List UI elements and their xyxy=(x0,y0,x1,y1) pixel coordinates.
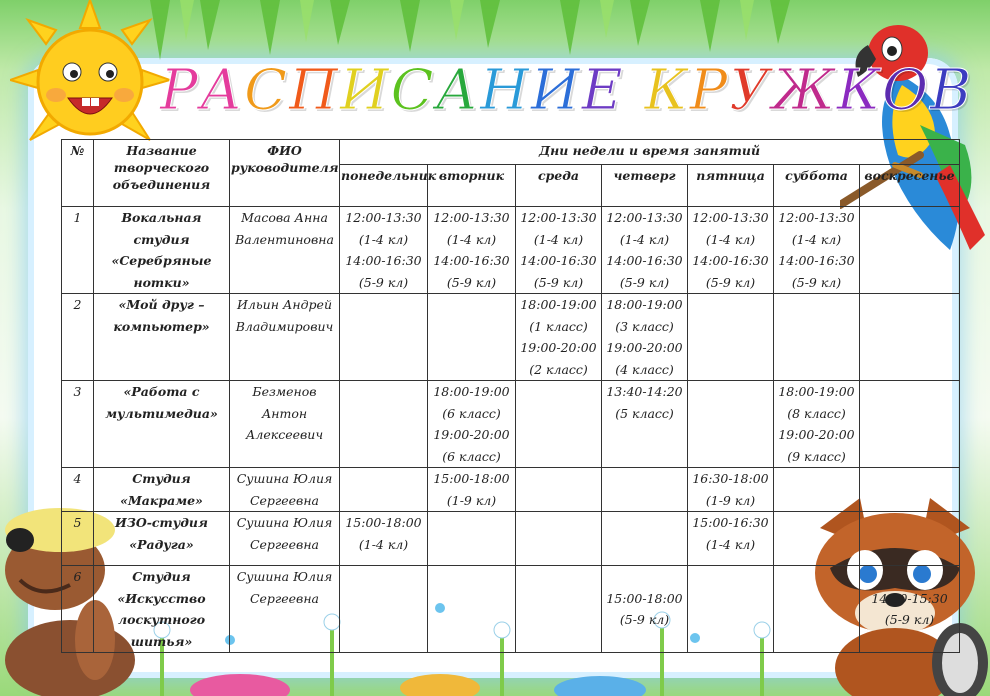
title-letter: С xyxy=(390,58,436,123)
leader-name: Сушина Юлия Сергеевна xyxy=(230,566,340,653)
header-day: среда xyxy=(516,165,602,207)
row-number: 3 xyxy=(62,381,94,468)
schedule-cell xyxy=(516,207,602,294)
schedule-cell xyxy=(428,207,516,294)
schedule-slot: 18:00-19:00 xyxy=(778,384,855,399)
leader-name: Безменов Антон Алексеевич xyxy=(230,381,340,468)
schedule-slot: (5-9 кл) xyxy=(619,612,670,627)
schedule-slot: 12:00-13:30 xyxy=(345,210,422,225)
schedule-slot: (3 класс) xyxy=(615,318,674,334)
schedule-slot: (1 класс) xyxy=(529,318,588,334)
schedule-cell xyxy=(774,512,860,566)
schedule-cell xyxy=(688,512,774,566)
schedule-slot: (5-9 кл) xyxy=(791,274,842,290)
schedule-cell xyxy=(860,512,960,566)
schedule-slot: (6 класс) xyxy=(442,405,501,421)
schedule-cell xyxy=(602,566,688,653)
title-letter: Р xyxy=(160,58,200,123)
schedule-slot: (5-9 кл) xyxy=(619,274,670,290)
schedule-cell xyxy=(602,468,688,512)
page-title xyxy=(160,58,974,123)
table-row xyxy=(62,381,960,468)
schedule-slot: 13:40-14:20 xyxy=(606,384,683,399)
schedule-slot: 12:00-13:30 xyxy=(433,210,510,225)
schedule-cell xyxy=(602,381,688,468)
schedule-cell xyxy=(774,294,860,381)
schedule-cell xyxy=(860,468,960,512)
header-day: суббота xyxy=(774,165,860,207)
schedule-cell xyxy=(340,294,428,381)
schedule-slot: (1-4 кл) xyxy=(705,536,756,552)
schedule-cell xyxy=(688,468,774,512)
title-letter: А xyxy=(199,58,245,123)
table-row xyxy=(62,294,960,381)
schedule-slot: (6 класс) xyxy=(442,448,501,464)
schedule-slot: 19:00-20:00 xyxy=(778,427,855,442)
row-number: 1 xyxy=(62,207,94,294)
schedule-slot: 16:30-18:00 xyxy=(692,471,769,486)
title-letter: К xyxy=(836,58,883,123)
schedule-slot: 19:00-20:00 xyxy=(520,340,597,355)
schedule-cell xyxy=(340,468,428,512)
schedule-cell xyxy=(516,566,602,653)
schedule-slot: (5-9 кл) xyxy=(446,274,497,290)
schedule-slot: 12:00-13:30 xyxy=(692,210,769,225)
schedule-slot: (5-9 кл) xyxy=(358,274,409,290)
table-row xyxy=(62,512,960,566)
leader-name: Сушина Юлия Сергеевна xyxy=(230,512,340,566)
schedule-cell xyxy=(516,381,602,468)
title-letter: К xyxy=(644,58,690,123)
group-name: «Мой друг – компьютер» xyxy=(94,294,230,381)
table-row xyxy=(62,207,960,294)
schedule-slot: 15:00-18:00 xyxy=(606,590,683,606)
title-letter: Р xyxy=(689,58,730,123)
schedule-slot: 14:00-16:30 xyxy=(778,253,855,268)
schedule-cell xyxy=(774,468,860,512)
schedule-slot: (1-4 кл) xyxy=(533,231,584,247)
title-letter: С xyxy=(244,58,289,123)
schedule-slot: (5-9 кл) xyxy=(533,274,584,290)
schedule-slot: 14:00-16:30 xyxy=(520,253,597,268)
schedule-slot: 15:00-18:00 xyxy=(433,471,510,486)
schedule-cell xyxy=(428,512,516,566)
group-name: «Работа с мультимедиа» xyxy=(94,381,230,468)
schedule-slot: (8 класс) xyxy=(787,405,846,421)
group-name: Студия «Искусство лоскутного шитья» xyxy=(94,566,230,653)
schedule-slot xyxy=(603,566,686,588)
schedule-slot: (1-9 кл) xyxy=(446,492,497,508)
schedule-slot: 14:00-16:30 xyxy=(345,253,422,268)
row-number: 5 xyxy=(62,512,94,566)
title-letter: П xyxy=(288,58,340,123)
schedule-slot: 12:00-13:30 xyxy=(520,210,597,225)
schedule-cell xyxy=(602,207,688,294)
leader-name: Масова Анна Валентиновна xyxy=(230,207,340,294)
schedule-cell xyxy=(860,566,960,653)
schedule-cell xyxy=(516,468,602,512)
title-letter: А xyxy=(435,58,480,123)
table-row xyxy=(62,566,960,653)
title-letter: Е xyxy=(581,58,625,123)
group-name: ИЗО-студия «Радуга» xyxy=(94,512,230,566)
table-row xyxy=(62,468,960,512)
title-letter: О xyxy=(882,58,931,123)
schedule-slot: (4 класс) xyxy=(615,361,674,377)
header-row xyxy=(62,140,960,165)
schedule-cell xyxy=(340,207,428,294)
schedule-slot: 18:00-19:00 xyxy=(520,297,597,312)
schedule-cell xyxy=(428,468,516,512)
schedule-slot: 12:00-13:30 xyxy=(606,210,683,225)
schedule-slot: (5 класс) xyxy=(615,405,674,421)
schedule-cell xyxy=(774,381,860,468)
schedule-cell xyxy=(516,512,602,566)
schedule-cell xyxy=(688,294,774,381)
schedule-table xyxy=(61,139,960,653)
schedule-cell xyxy=(774,566,860,653)
schedule-body xyxy=(62,207,960,653)
header-name: Название творческого объединения xyxy=(94,140,230,207)
schedule-slot: (1-4 кл) xyxy=(446,231,497,247)
leader-name: Ильин Андрей Владимирович xyxy=(230,294,340,381)
schedule-slot: 18:00-19:00 xyxy=(606,297,683,312)
title-letter: В xyxy=(930,58,974,123)
header-leader: ФИО руководителя xyxy=(230,140,340,207)
title-letter: И xyxy=(530,58,582,123)
schedule-slot: 18:00-19:00 xyxy=(433,384,510,399)
schedule-slot: (5-9 кл) xyxy=(884,612,935,627)
schedule-slot: (1-4 кл) xyxy=(791,231,842,247)
header-day: вторник xyxy=(428,165,516,207)
schedule-slot: (1-4 кл) xyxy=(358,231,409,247)
header-num: № xyxy=(62,140,94,207)
schedule-cell xyxy=(860,294,960,381)
schedule-slot: (9 класс) xyxy=(787,448,846,464)
schedule-cell xyxy=(516,294,602,381)
schedule-cell xyxy=(688,381,774,468)
schedule-cell xyxy=(860,381,960,468)
schedule-slot: (1-4 кл) xyxy=(619,231,670,247)
title-letter xyxy=(625,58,645,123)
schedule-cell xyxy=(340,566,428,653)
row-number: 4 xyxy=(62,468,94,512)
leader-name: Сушина Юлия Сергеевна xyxy=(230,468,340,512)
schedule-slot: (1-9 кл) xyxy=(705,492,756,508)
schedule-slot: 14:00-16:30 xyxy=(606,253,683,268)
title-letter: Ж xyxy=(771,58,837,123)
schedule-cell xyxy=(428,566,516,653)
schedule-cell xyxy=(602,294,688,381)
row-number: 6 xyxy=(62,566,94,653)
group-name: Студия «Макраме» xyxy=(94,468,230,512)
title-letter: И xyxy=(339,58,391,123)
header-day: воскресенье xyxy=(860,165,960,207)
schedule-slot: 12:00-13:30 xyxy=(778,210,855,225)
schedule-slot: 14:00-16:30 xyxy=(692,253,769,268)
schedule-cell xyxy=(428,294,516,381)
schedule-slot: 15:00-18:00 xyxy=(345,515,422,530)
schedule-cell xyxy=(688,207,774,294)
schedule-cell xyxy=(340,381,428,468)
schedule-cell xyxy=(688,566,774,653)
schedule-slot: (2 класс) xyxy=(529,361,588,377)
schedule-cell xyxy=(774,207,860,294)
schedule-cell xyxy=(602,512,688,566)
schedule-cell xyxy=(860,207,960,294)
group-name: Вокальная студия «Серебряные нотки» xyxy=(94,207,230,294)
schedule-slot: (1-4 кл) xyxy=(705,231,756,247)
schedule-slot: (1-4 кл) xyxy=(358,536,409,552)
schedule-cell xyxy=(428,381,516,468)
schedule-slot: 19:00-20:00 xyxy=(433,427,510,442)
header-day: пятница xyxy=(688,165,774,207)
schedule-slot: 15:00-16:30 xyxy=(692,515,769,530)
title-letter: У xyxy=(729,58,772,123)
schedule-slot: 14:00-16:30 xyxy=(433,253,510,268)
schedule-slot: (5-9 кл) xyxy=(705,274,756,290)
sun-mascot-icon xyxy=(10,0,170,150)
header-day: понедельник xyxy=(340,165,428,207)
header-day: четверг xyxy=(602,165,688,207)
schedule-slot: 19:00-20:00 xyxy=(606,340,683,355)
row-number: 2 xyxy=(62,294,94,381)
schedule-slot xyxy=(861,566,958,588)
schedule-slot: 14:00-15:30 xyxy=(871,590,948,606)
header-days-group: Дни недели и время занятий xyxy=(340,140,960,165)
schedule-cell xyxy=(340,512,428,566)
title-letter: Н xyxy=(479,58,531,123)
